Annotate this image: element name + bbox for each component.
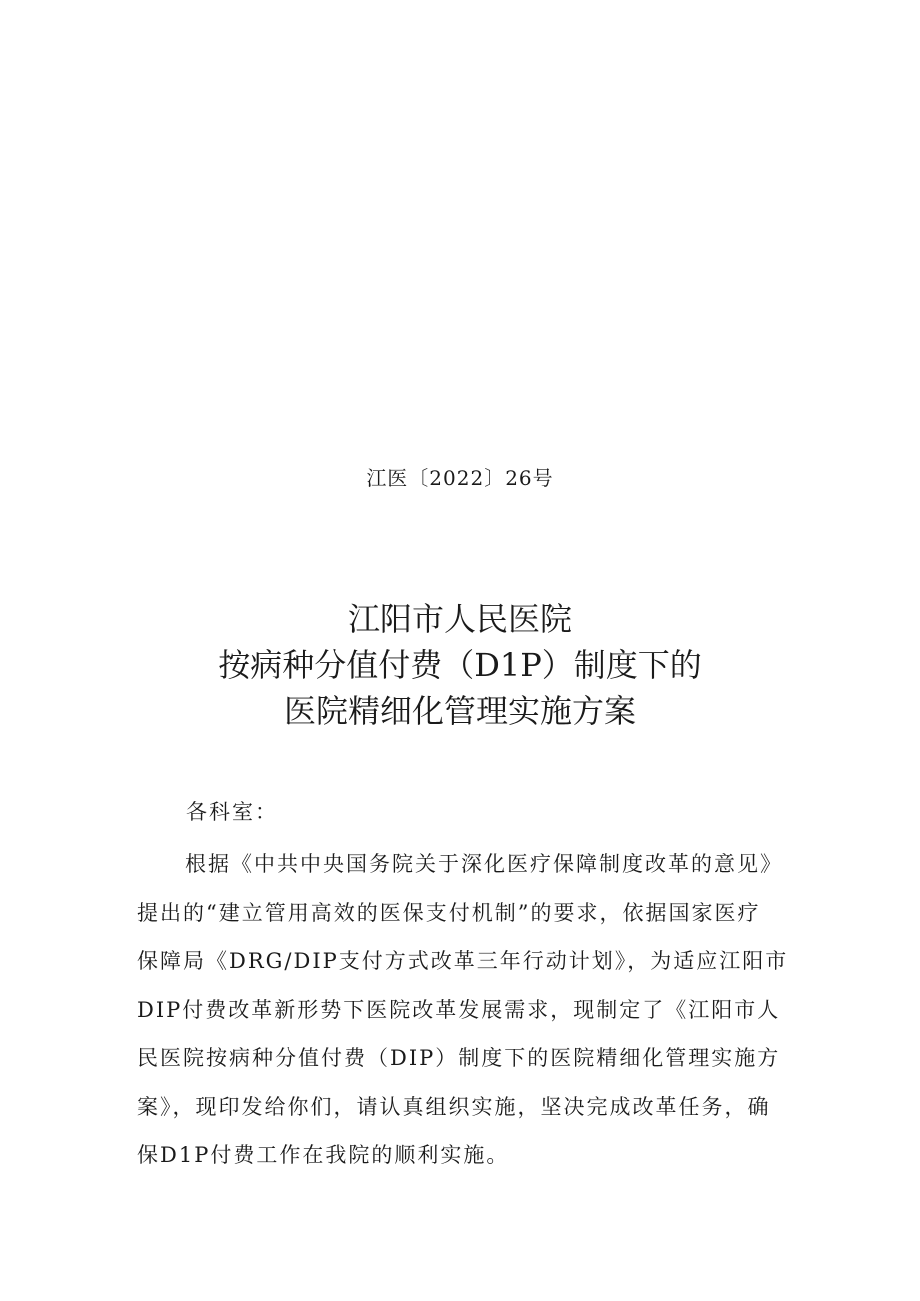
- body-line: 保障局《DRG/DIP支付方式改革三年行动计划》，为适应江阳市: [137, 949, 789, 973]
- title-line-2: 按病种分值付费（D1P）制度下的: [218, 646, 702, 684]
- document-title: [0, 596, 920, 734]
- salutation: 各科室：: [186, 800, 278, 824]
- body-line: 保D1P付费工作在我院的顺利实施。: [137, 1143, 510, 1167]
- title-line-1: 江阳市人民医院: [347, 600, 572, 638]
- body-line: 案》，现印发给你们，请认真组织实施，坚决完成改革任务，确: [137, 1094, 771, 1119]
- body-line: 根据《中共中央国务院关于深化医疗保障制度改革的意见》: [185, 852, 783, 876]
- body-line: 民医院按病种分值付费（DIP）制度下的医院精细化管理实施方: [137, 1046, 781, 1070]
- body-paragraph: [137, 840, 787, 1180]
- body-line: 提出的“建立管用高效的医保支付机制”的要求，依据国家医疗: [137, 900, 761, 925]
- body-line: DIP付费改革新形势下医院改革发展需求，现制定了《江阳市人: [137, 997, 781, 1022]
- title-line-3: 医院精细化管理实施方案: [283, 692, 636, 730]
- document-number: 江医〔2022〕26号: [366, 466, 554, 490]
